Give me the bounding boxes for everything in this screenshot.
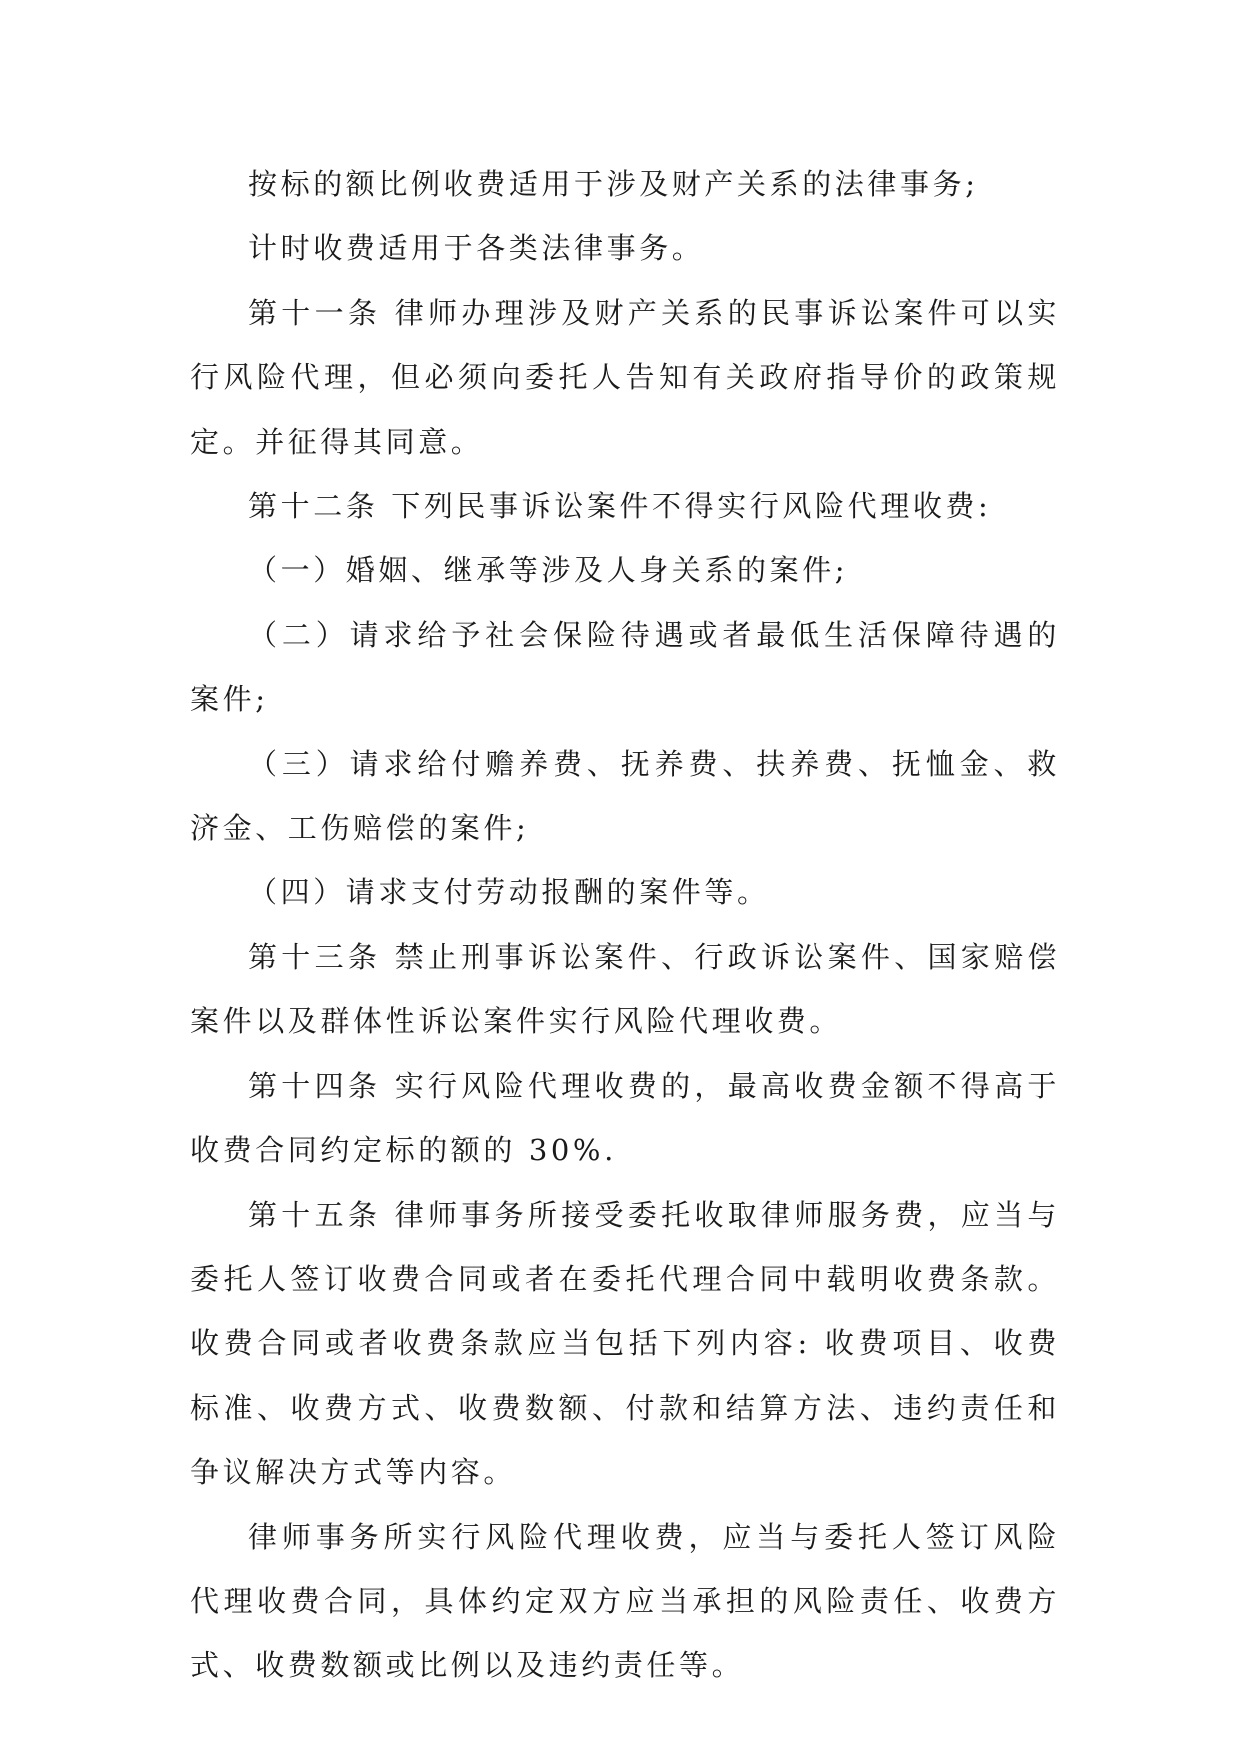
article-15-paragraph-2: 律师事务所实行风险代理收费，应当与委托人签订风险代理收费合同，具体约定双方应当承担的风险责任、收费方式、收费数额或比例以及违约责任等。 [190, 1519, 1060, 1683]
article-13: 第十三条 禁止刑事诉讼案件、行政诉讼案件、国家赔偿案件以及群体性诉讼案件实行风险代理收费。 [190, 939, 1060, 1039]
article-15: 第十五条 律师事务所接受委托收取律师服务费，应当与委托人签订收费合同或者在委托代理合同中载明收费条款。收费合同或者收费条款应当包括下列内容: 收费项目、收费标准、收费方式、收费数额、付款和结算方法、违约责任和争议解决方式等内容。 [190, 1197, 1060, 1490]
article-12-item-2: （二）请求给予社会保险待遇或者最低生活保障待遇的案件; [190, 617, 1060, 717]
article-11: 第十一条 律师办理涉及财产关系的民事诉讼案件可以实行风险代理，但必须向委托人告知有关政府指导价的政策规定。并征得其同意。 [190, 295, 1060, 459]
article-12-item-4: （四）请求支付劳动报酬的案件等。 [248, 875, 770, 910]
paragraph-1: 按标的额比例收费适用于涉及财产关系的法律事务; [248, 167, 979, 201]
article-12-item-3: （三）请求给付赡养费、抚养费、扶养费、抚恤金、救济金、工伤赔偿的案件; [190, 746, 1060, 846]
document-body [190, 152, 1060, 1698]
article-12-item-1: （一）婚姻、继承等涉及人身关系的案件; [248, 553, 849, 588]
article-14: 第十四条 实行风险代理收费的，最高收费金额不得高于收费合同约定标的额的 30%. [190, 1068, 1060, 1168]
article-12: 第十二条 下列民事诉讼案件不得实行风险代理收费: [248, 489, 992, 524]
paragraph-2: 计时收费适用于各类法律事务。 [248, 231, 705, 266]
